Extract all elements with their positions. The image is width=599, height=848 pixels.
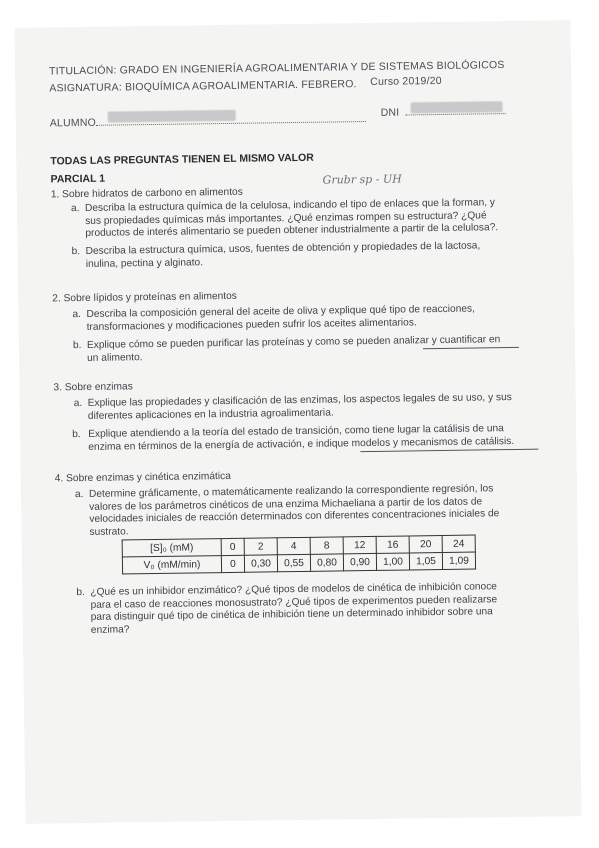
redacted-name bbox=[108, 110, 236, 123]
parcial-heading: PARCIAL 1 bbox=[50, 172, 106, 186]
kinetics-table bbox=[122, 535, 476, 575]
table-cell: 1,09 bbox=[442, 552, 475, 569]
table-row bbox=[122, 552, 475, 574]
table-cell: 12 bbox=[343, 536, 376, 553]
exam-sheet bbox=[14, 20, 581, 824]
item-1a-text: Describa la estructura química de la celulosa, indicando el tipo de enlaces que la forman, y sus propiedades químicas más importantes. ¿Qué enzimas rompen su estructura? ¿Qué productos de interés alimentario se pueden obtener industrialmente a partir de la celulosa?. bbox=[84, 197, 499, 240]
table-cell: 24 bbox=[442, 535, 475, 552]
item-2b-letter: b. bbox=[72, 340, 82, 352]
subject-line: ASIGNATURA: BIOQUÍMICA AGROALIMENTARIA. FEBRERO. bbox=[49, 78, 357, 95]
item-3b-letter: b. bbox=[72, 429, 81, 441]
item-2a-letter: a. bbox=[72, 309, 82, 321]
table-cell: 0 bbox=[221, 555, 244, 572]
item-4a-text: Determine gráficamente, o matemáticamente realizando la correspondiente regresión, los valores de los parámetros cinéticos de una enzima Michaeliana a partir de los datos de velocidades iniciales de reacción determinados con diferentes concentraciones iniciales de sustrato. bbox=[88, 483, 500, 538]
section-3-title: 3. Sobre enzimas bbox=[53, 381, 133, 394]
item-4a-letter: a. bbox=[74, 489, 84, 501]
section-4-title: 4. Sobre enzimas y cinética enzimática bbox=[54, 470, 231, 485]
table-header-cell: [S]₀ (mM) bbox=[122, 539, 221, 557]
table-cell: 2 bbox=[244, 538, 277, 555]
table-cell: 1,05 bbox=[409, 552, 442, 569]
item-1a-letter: a. bbox=[70, 203, 80, 215]
item-2a-text: Describa la composición general del aceite de oliva y explique qué tipo de reacciones, transformaciones y modificaciones pueden sufrir los aceites alimentarios. bbox=[86, 303, 476, 333]
table-header-cell: V₀ (mM/min) bbox=[122, 556, 221, 574]
item-4b-text: ¿Qué es un inhibidor enzimático? ¿Qué tipos de modelos de cinética de inhibición conoce para el caso de reacciones monosustrato? ¿Qué tipos de experimentos pueden realizarse para distinguir qué tipo de cinética de inhibición tiene un determinado inhibidor sobre una enzima? bbox=[90, 581, 498, 636]
course-year: Curso 2019/20 bbox=[370, 74, 442, 88]
redacted-dni bbox=[411, 101, 503, 113]
table-cell: 20 bbox=[409, 535, 442, 552]
table-cell: 0,80 bbox=[310, 554, 343, 571]
handwritten-note: Grubr sp - UH bbox=[322, 172, 402, 187]
table-cell: 0,90 bbox=[343, 553, 376, 570]
table-cell: 8 bbox=[310, 537, 343, 554]
student-label: ALUMNO bbox=[49, 116, 97, 130]
dni-label: DNI bbox=[380, 106, 400, 119]
table-cell: 4 bbox=[277, 537, 310, 554]
section-2-title: 2. Sobre lípidos y proteínas en alimentos bbox=[52, 290, 237, 305]
item-1b-letter: b. bbox=[71, 246, 81, 258]
table-cell: 0,55 bbox=[277, 554, 310, 571]
table-cell: 0 bbox=[221, 538, 244, 555]
notice-heading: TODAS LAS PREGUNTAS TIENEN EL MISMO VALOR bbox=[50, 151, 314, 168]
item-1b-text: Describa la estructura química, usos, fuentes de obtención y propiedades de la lactosa, inulina, pectina y alginato. bbox=[85, 240, 481, 270]
item-3a-text: Explique las propiedades y clasificación de las enzimas, los aspectos legales de su uso, y sus diferentes aplicaciones en la industria agroalimentaria. bbox=[87, 392, 512, 422]
table-cell: 0,30 bbox=[244, 555, 277, 572]
item-4b-letter: b. bbox=[76, 586, 85, 599]
item-3b-text: Explique atendiendo a la teoría del estado de transición, como tiene lugar la catálisis de una enzima en términos de la energía de activación, e indique modelos y mecanismos de catálisis. bbox=[88, 423, 515, 453]
item-2b-text: Explique cómo se pueden purificar las proteínas y como se pueden analizar y cuantificar en un alimento. bbox=[86, 334, 501, 364]
table-cell: 16 bbox=[376, 536, 409, 553]
degree-line: TITULACIÓN: GRADO EN INGENIERÍA AGROALIMENTARIA Y DE SISTEMAS BIOLÓGICOS bbox=[48, 59, 505, 78]
dni-line bbox=[406, 113, 506, 115]
table-cell: 1,00 bbox=[376, 553, 409, 570]
item-3a-letter: a. bbox=[73, 398, 83, 410]
section-1-title: 1. Sobre hidratos de carbono en alimentos bbox=[50, 186, 243, 201]
